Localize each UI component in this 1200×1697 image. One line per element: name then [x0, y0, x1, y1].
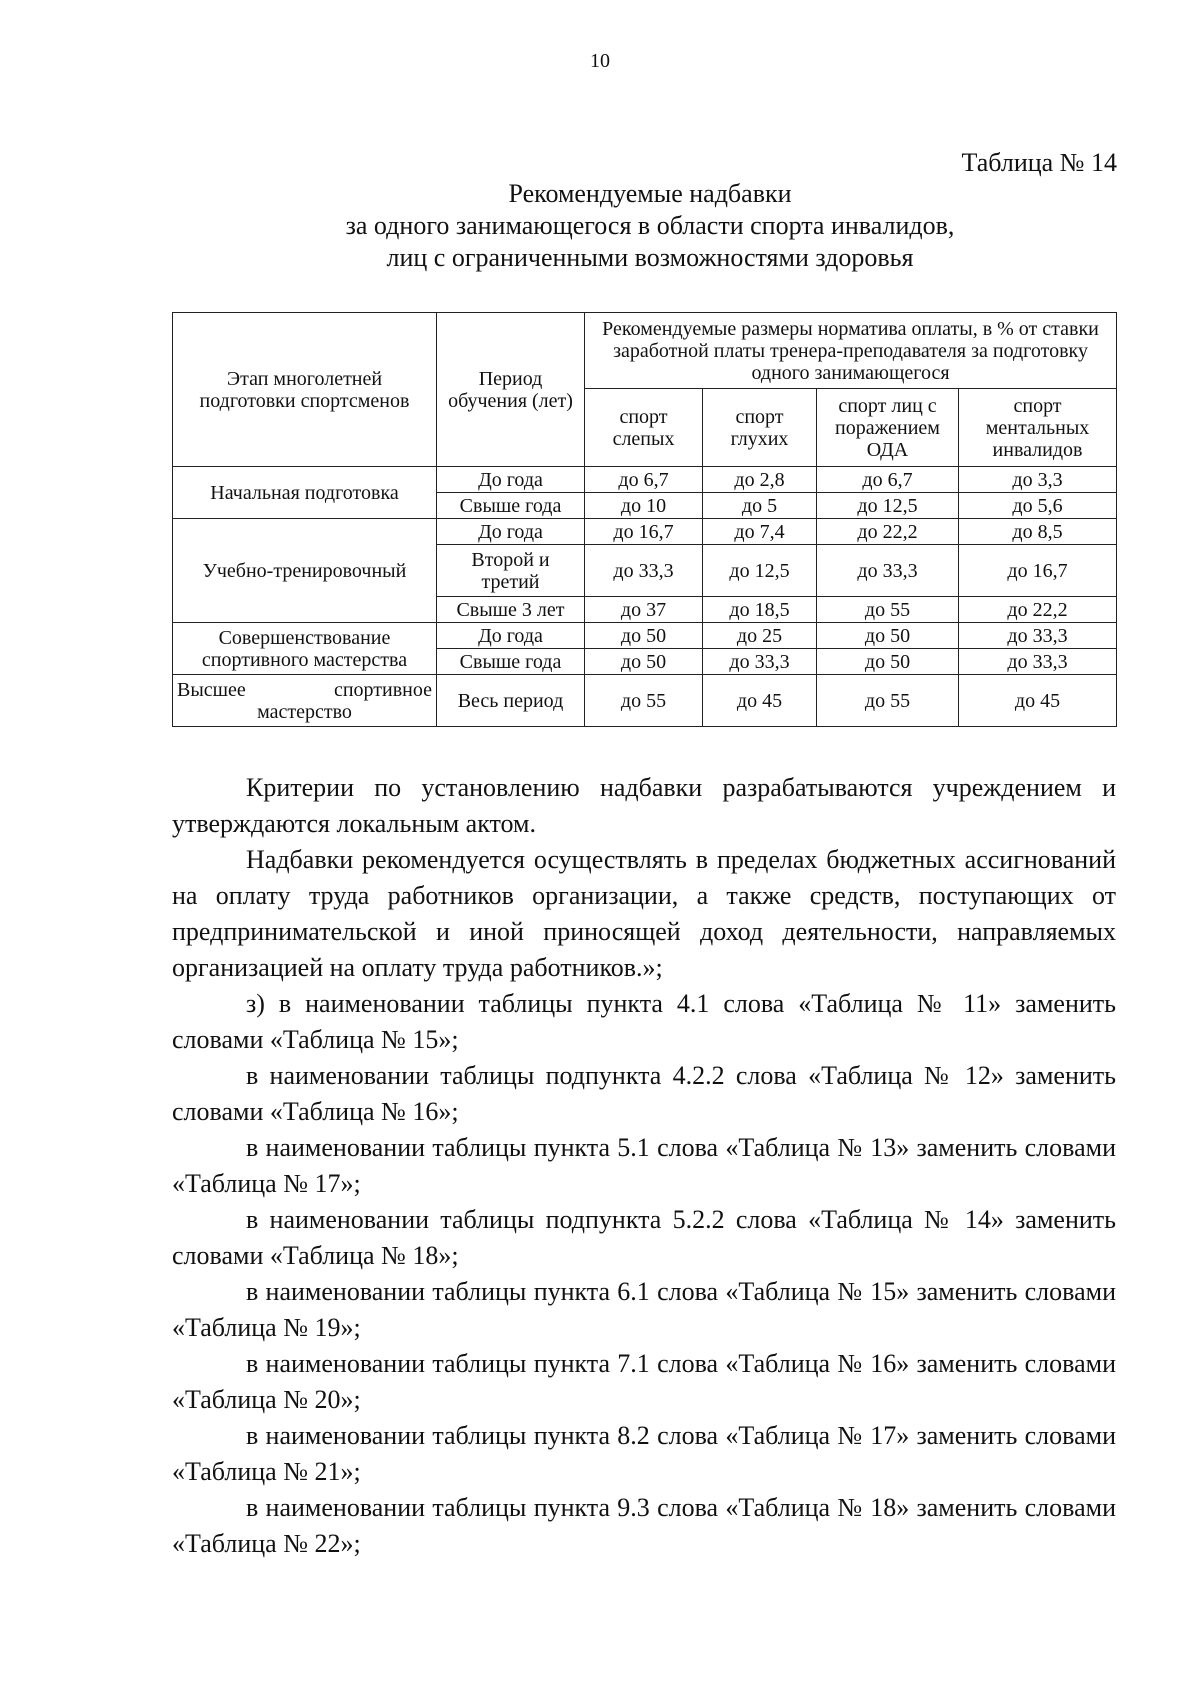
table-number: Таблица № 14 [961, 148, 1117, 177]
value-cell: до 25 [703, 623, 817, 649]
table-row [173, 623, 1117, 649]
value-cell: до 45 [703, 675, 817, 727]
table-row [173, 675, 1117, 727]
value-cell: до 37 [585, 597, 703, 623]
stage-training: Учебно-тренировочный [173, 519, 437, 623]
paragraph: в наименовании таблицы пункта 5.1 слова «Таблица № 13» заменить словами «Таблица № 17»; [172, 1133, 1116, 1198]
value-cell: до 55 [817, 675, 959, 727]
value-cell: до 22,2 [817, 519, 959, 545]
header-group: Рекомендуемые размеры норматива оплаты, в % от ставки заработной платы тренера-преподавателя за подготовку одного занимающегося [585, 313, 1117, 389]
value-cell: до 5,6 [959, 493, 1117, 519]
value-cell: до 45 [959, 675, 1117, 727]
stage-highest [173, 675, 437, 727]
header-col-deaf: спорт глухих [703, 389, 817, 467]
header-col-blind: спорт слепых [585, 389, 703, 467]
value-cell: до 50 [585, 623, 703, 649]
value-cell: до 6,7 [817, 467, 959, 493]
period-cell: Свыше года [437, 649, 585, 675]
stage-initial: Начальная подготовка [173, 467, 437, 519]
period-cell: Второй и третий [437, 545, 585, 597]
value-cell: до 33,3 [959, 623, 1117, 649]
paragraph: Надбавки рекомендуется осуществлять в пределах бюджетных ассигнований на оплату труда работников организации, а также средств, поступающих от предпринимательской и иной приносящей доход деятельности, направляемых организацией на оплату труда работников.»; [172, 845, 1116, 982]
page-number: 10 [590, 50, 610, 72]
paragraph: в наименовании таблицы пункта 7.1 слова «Таблица № 16» заменить словами «Таблица № 20»; [172, 1349, 1116, 1414]
value-cell: до 18,5 [703, 597, 817, 623]
table-caption [170, 178, 1130, 274]
stage-improvement: Совершенствование спортивного мастерства [173, 623, 437, 675]
period-cell: Свыше 3 лет [437, 597, 585, 623]
value-cell: до 10 [585, 493, 703, 519]
caption-line: Рекомендуемые надбавки [508, 179, 792, 208]
value-cell: до 50 [585, 649, 703, 675]
value-cell: до 55 [817, 597, 959, 623]
value-cell: до 22,2 [959, 597, 1117, 623]
value-cell: до 33,3 [817, 545, 959, 597]
paragraph: Критерии по установлению надбавки разрабатываются учреждением и утверждаются локальным актом. [172, 773, 1116, 838]
value-cell: до 12,5 [817, 493, 959, 519]
stage-highest-line1 [177, 679, 432, 701]
value-cell: до 16,7 [585, 519, 703, 545]
stage-highest-word1: Высшее [177, 678, 246, 701]
stage-highest-word2: спортивное [333, 678, 432, 701]
value-cell: до 12,5 [703, 545, 817, 597]
period-cell: Весь период [437, 675, 585, 727]
paragraph: в наименовании таблицы пункта 8.2 слова «Таблица № 17» заменить словами «Таблица № 21»; [172, 1421, 1116, 1486]
paragraph: в наименовании таблицы пункта 9.3 слова «Таблица № 18» заменить словами «Таблица № 22»; [172, 1493, 1116, 1558]
value-cell: до 7,4 [703, 519, 817, 545]
value-cell: до 5 [703, 493, 817, 519]
header-period: Период обучения (лет) [437, 313, 585, 467]
period-cell: Свыше года [437, 493, 585, 519]
paragraph: в наименовании таблицы подпункта 5.2.2 слова «Таблица № 14» заменить словами «Таблица № 18»; [172, 1205, 1116, 1270]
allowances-table [172, 312, 1117, 727]
value-cell: до 8,5 [959, 519, 1117, 545]
body-text [172, 770, 1116, 1562]
value-cell: до 55 [585, 675, 703, 727]
header-col-oda: спорт лиц с поражением ОДА [817, 389, 959, 467]
period-cell: До года [437, 519, 585, 545]
caption-line: за одного занимающегося в области спорта инвалидов, [345, 211, 955, 240]
value-cell: до 3,3 [959, 467, 1117, 493]
table-row [173, 467, 1117, 493]
period-cell: До года [437, 467, 585, 493]
header-col-mental: спорт ментальных инвалидов [959, 389, 1117, 467]
value-cell: до 33,3 [959, 649, 1117, 675]
paragraph: в наименовании таблицы пункта 6.1 слова «Таблица № 15» заменить словами «Таблица № 19»; [172, 1277, 1116, 1342]
value-cell: до 33,3 [585, 545, 703, 597]
paragraph: з) в наименовании таблицы пункта 4.1 слова «Таблица № 11» заменить словами «Таблица № 15»; [172, 989, 1116, 1054]
value-cell: до 16,7 [959, 545, 1117, 597]
value-cell: до 50 [817, 649, 959, 675]
stage-highest-line2: мастерство [257, 700, 352, 723]
header-stage: Этап многолетней подготовки спортсменов [173, 313, 437, 467]
value-cell: до 6,7 [585, 467, 703, 493]
table-row [173, 519, 1117, 545]
caption-line: лиц с ограниченными возможностями здоровья [386, 243, 914, 272]
paragraph: в наименовании таблицы подпункта 4.2.2 слова «Таблица № 12» заменить словами «Таблица № 16»; [172, 1061, 1116, 1126]
value-cell: до 33,3 [703, 649, 817, 675]
period-cell: До года [437, 623, 585, 649]
value-cell: до 50 [817, 623, 959, 649]
value-cell: до 2,8 [703, 467, 817, 493]
